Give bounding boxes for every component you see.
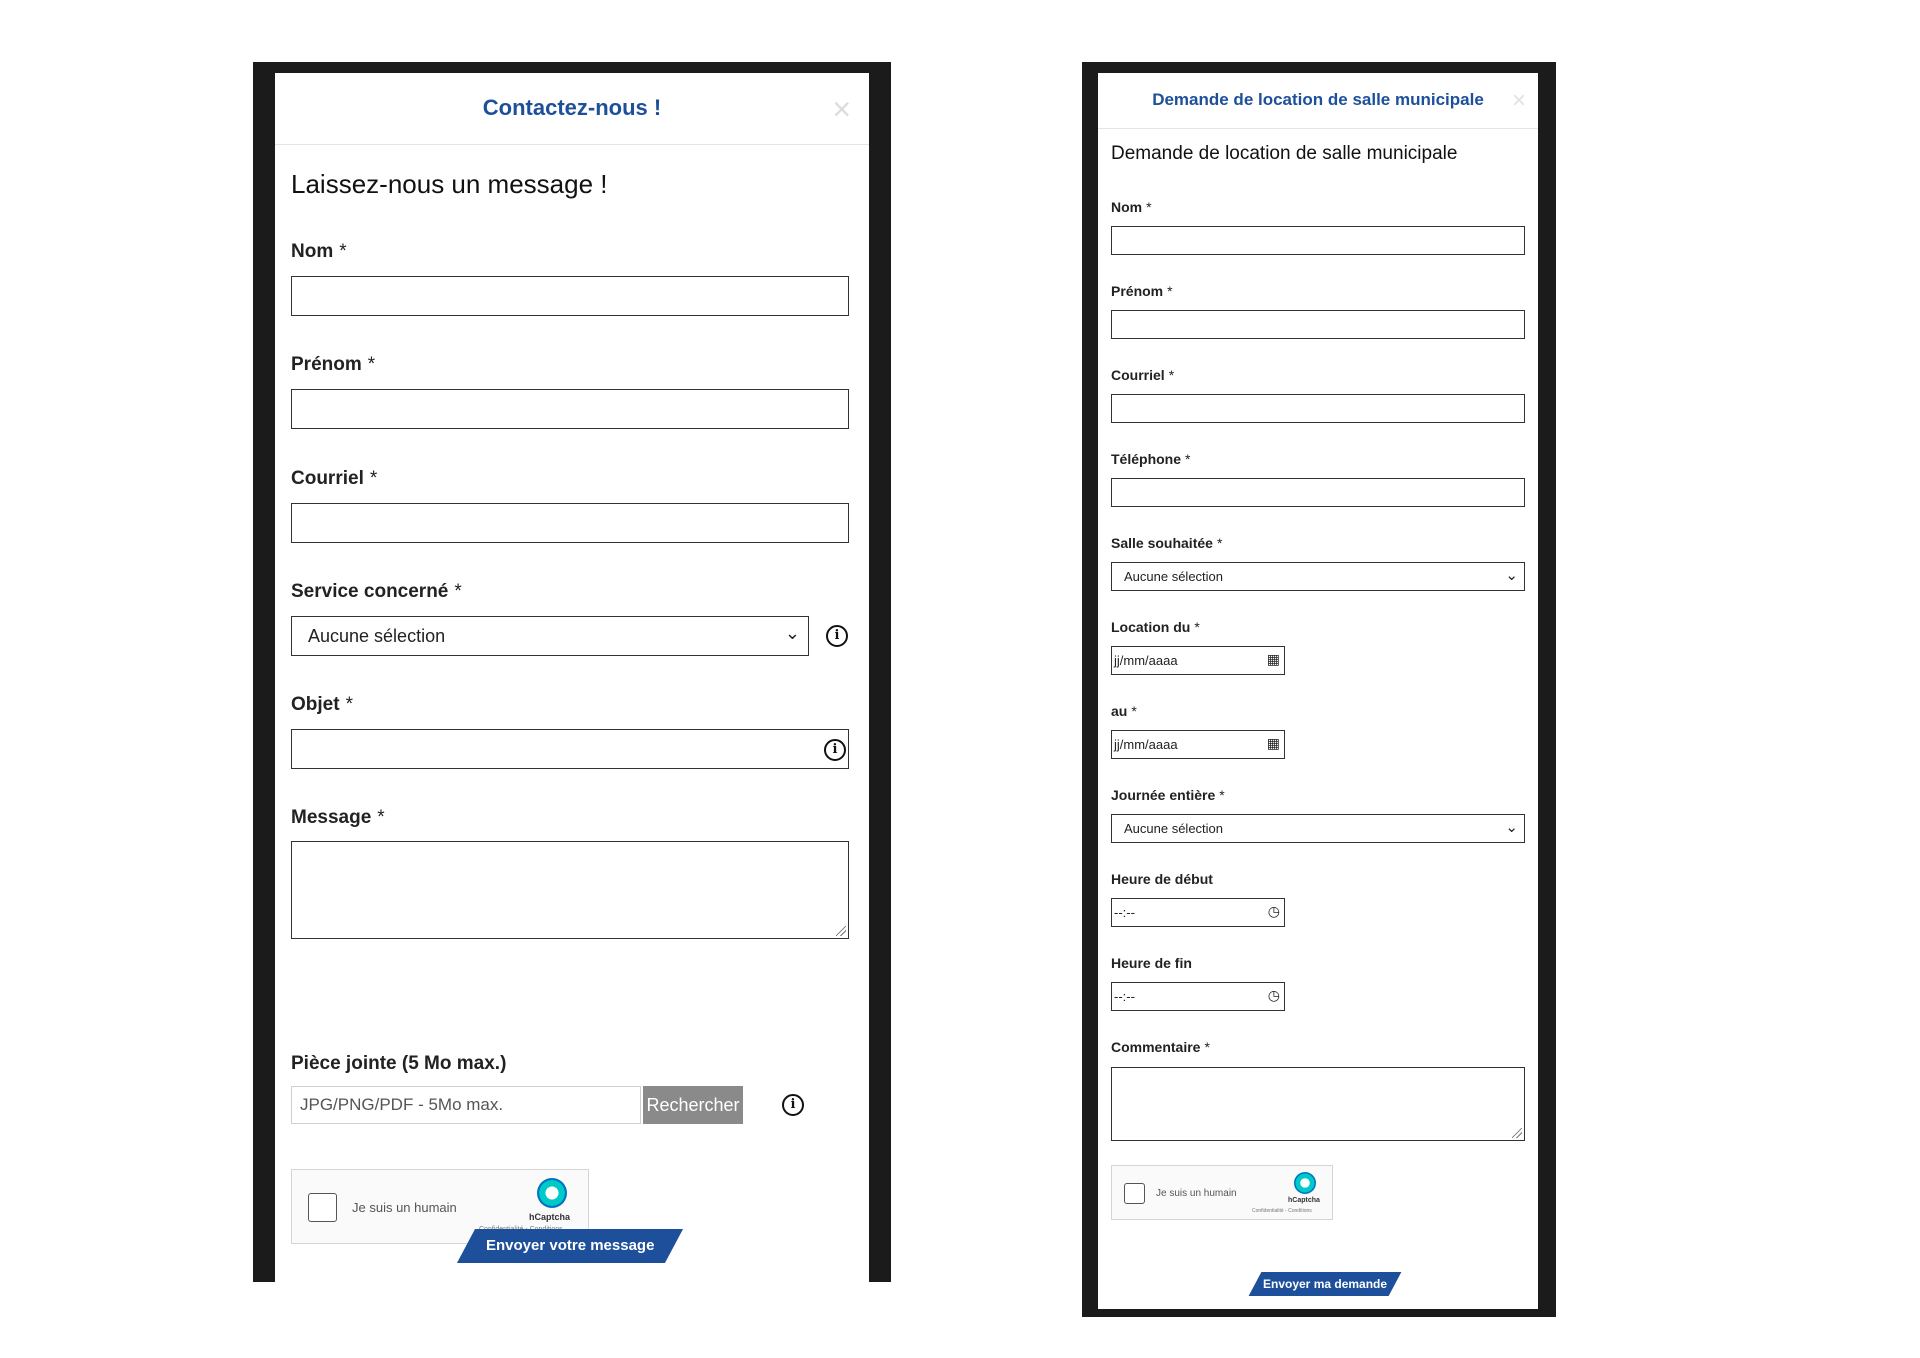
service-info-icon[interactable]: i [826,625,848,647]
contact-modal [275,73,869,1282]
courriel-input[interactable] [1111,394,1525,423]
telephone-label: Téléphone * [1111,451,1191,467]
nom-label: Nom * [291,241,347,262]
prenom-input[interactable] [291,389,849,429]
prenom-label: Prénom * [1111,283,1173,299]
captcha-checkbox[interactable] [308,1193,337,1222]
date-placeholder: jj/mm/aaaa [1114,653,1178,668]
hcaptcha-logo-icon [1294,1172,1316,1194]
browse-button[interactable]: Rechercher [643,1086,743,1124]
contact-modal-header [275,73,869,145]
journee-select[interactable] [1111,814,1525,843]
send-message-button[interactable]: Envoyer votre message [457,1229,683,1263]
close-icon[interactable]: × [1511,87,1526,114]
date-placeholder: jj/mm/aaaa [1114,737,1178,752]
salle-select[interactable] [1111,562,1525,591]
contact-intro: Laissez-nous un message ! [291,169,608,199]
message-textarea[interactable] [291,841,849,939]
service-select[interactable] [291,616,809,656]
clock-icon[interactable]: ◷ [1267,903,1280,919]
chevron-down-icon: ⌄ [1505,567,1518,584]
close-icon[interactable]: × [832,91,851,127]
rental-modal-title: Demande de location de salle municipale [1152,90,1484,109]
courriel-label: Courriel * [1111,367,1175,383]
journee-select-value: Aucune sélection [1124,821,1224,836]
clock-icon[interactable]: ◷ [1267,987,1280,1003]
prenom-label: Prénom * [291,354,376,375]
courriel-input[interactable] [291,503,849,543]
nom-input[interactable] [1111,226,1525,255]
message-label: Message * [291,807,385,828]
rental-intro: Demande de location de salle municipale [1111,143,1458,164]
telephone-input[interactable] [1111,478,1525,507]
time-placeholder: --:-- [1114,905,1135,920]
location-du-label: Location du * [1111,619,1200,635]
heure-fin-input[interactable] [1111,982,1285,1011]
piece-jointe-label: Pièce jointe (5 Mo max.) [291,1053,507,1074]
au-label: au * [1111,703,1137,719]
rental-modal-header [1098,73,1538,129]
au-date-input[interactable] [1111,730,1285,759]
chevron-down-icon: ⌄ [784,623,800,643]
hcaptcha-widget [1111,1165,1333,1220]
calendar-icon[interactable]: ▦ [1266,651,1280,667]
captcha-label: Je suis un humain [1156,1188,1237,1199]
service-label: Service concerné * [291,581,462,602]
prenom-input[interactable] [1111,310,1525,339]
send-request-button[interactable]: Envoyer ma demande [1249,1272,1402,1296]
journee-label: Journée entière * [1111,787,1225,803]
time-placeholder: --:-- [1114,989,1135,1004]
salle-select-value: Aucune sélection [1124,569,1224,584]
location-du-date-input[interactable] [1111,646,1285,675]
captcha-checkbox[interactable] [1124,1183,1145,1204]
captcha-brand: hCaptcha [1288,1197,1320,1204]
resize-grip-icon[interactable] [1512,1128,1522,1138]
heure-fin-label: Heure de fin [1111,955,1192,971]
commentaire-label: Commentaire * [1111,1039,1210,1055]
contact-modal-title: Contactez-nous ! [482,95,662,120]
resize-grip-icon[interactable] [836,926,846,936]
heure-debut-label: Heure de début [1111,871,1213,887]
nom-input[interactable] [291,276,849,316]
objet-info-icon[interactable]: i [824,739,846,761]
service-select-value: Aucune sélection [308,626,446,646]
courriel-label: Courriel * [291,468,378,489]
objet-label: Objet * [291,694,353,715]
nom-label: Nom * [1111,199,1152,215]
salle-label: Salle souhaitée * [1111,535,1223,551]
captcha-brand: hCaptcha [529,1212,571,1222]
attachment-info-icon[interactable]: i [782,1094,804,1116]
captcha-terms[interactable]: Confidentialité - Conditions [1252,1208,1312,1214]
chevron-down-icon: ⌄ [1505,819,1518,836]
calendar-icon[interactable]: ▦ [1266,735,1280,751]
captcha-label: Je suis un humain [352,1200,457,1215]
rental-modal [1098,73,1538,1309]
file-input[interactable]: JPG/PNG/PDF - 5Mo max. [291,1086,641,1124]
heure-debut-input[interactable] [1111,898,1285,927]
commentaire-textarea[interactable] [1111,1067,1525,1141]
hcaptcha-logo-icon [537,1178,567,1208]
objet-input[interactable] [291,729,849,769]
